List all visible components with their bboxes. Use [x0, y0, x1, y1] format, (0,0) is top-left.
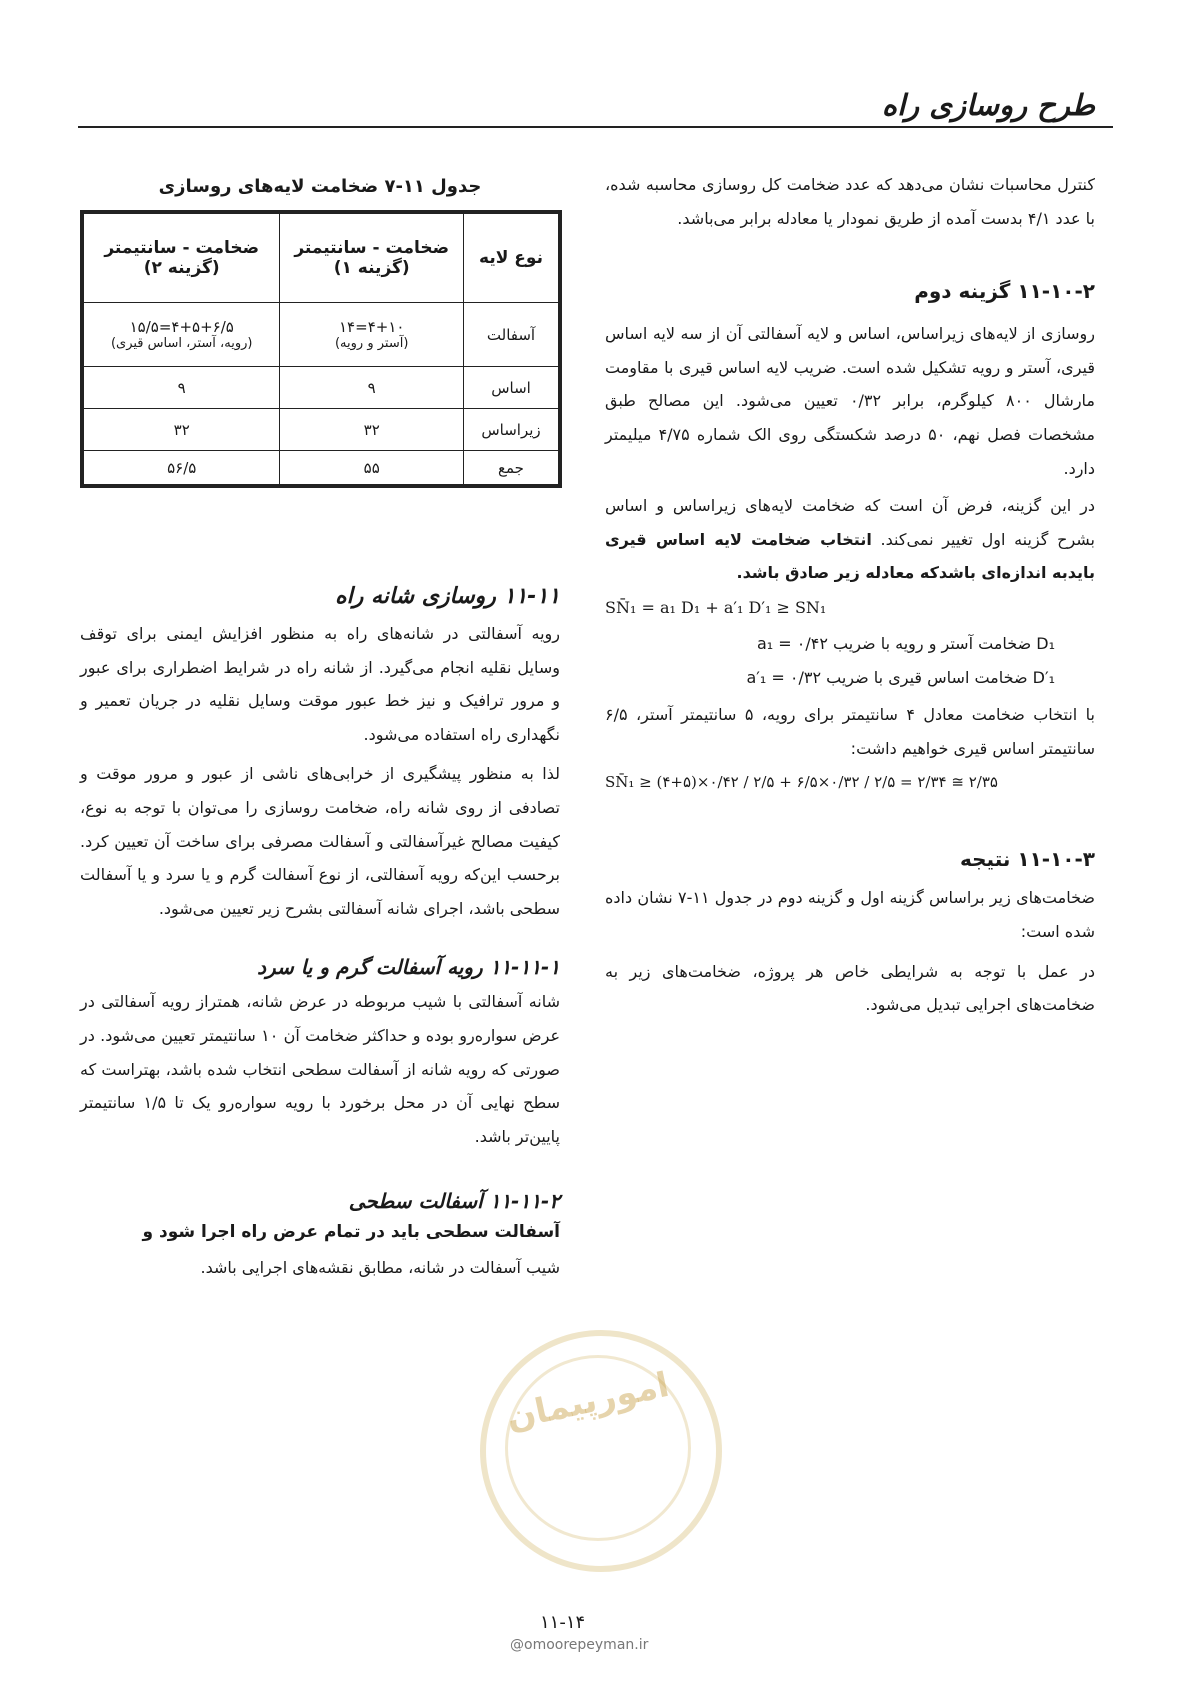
section-11-10-2-title: ۱۱-۱۰-۲ گزینه دوم [914, 279, 1095, 304]
table-header-option-1: ضخامت - سانتیمتر (گزینه ۱) [280, 214, 464, 303]
cell-value: ۴+۵+۶/۵=۱۵/۵ [129, 318, 234, 336]
right-column [605, 168, 1095, 1022]
table-cell-option-2: ۵۶/۵ [84, 451, 280, 485]
table-cell-layer: اساس [464, 367, 559, 409]
section-11-10-2-paragraph-2 [605, 489, 1095, 590]
table-row [84, 451, 559, 485]
layers-table [83, 213, 559, 485]
page-number: ۱۱-۱۴ [540, 1612, 586, 1633]
table-cell-option-2: ۳۲ [84, 409, 280, 451]
table-cell-layer: آسفالت [464, 303, 559, 367]
table-header-row [84, 214, 559, 303]
table-header-option-2: ضخامت - سانتیمتر (گزینه ۲) [84, 214, 280, 303]
definition-d1-prime: D′₁ ضخامت اساس قیری با ضریب a′₁ = ۰/۳۲ [746, 667, 1055, 687]
intro-paragraph: کنترل محاسبات نشان می‌دهد که عدد ضخامت کل روسازی محاسبه شده، با عدد ۴/۱ بدست آمده از طریق نمودار یا معادله برابر می‌باشد. [605, 175, 1095, 228]
section-11-10-2-paragraph-1: روسازی از لایه‌های زیراساس، اساس و لایه آسفالتی آن از سه لایه اساس قیری، آستر و رویه تشکیل شده است. ضریب لایه اساس قیری با مقاومت مارشال ۸۰۰ کیلوگرم، برابر ۰/۳۲ تعیین می‌شود. این مصالح طبق مشخصات فصل نهم، ۵۰ درصد شکستگی روی الک شماره ۴/۷۵ میلیمتر دارد. [605, 324, 1095, 478]
table-cell-option-1: ۹ [280, 367, 464, 409]
table-cell-option-1: ۵۵ [280, 451, 464, 485]
cell-note: (رویه، آستر، اساس قیری) [110, 336, 253, 351]
table-cell-option-1 [280, 303, 464, 367]
section-11-11-title: ۱۱-۱۱ روسازی شانه راه [335, 584, 560, 609]
cell-value: ۴+۱۰=۱۴ [338, 318, 405, 336]
section-11-11-paragraph-1: رویه آسفالتی در شانه‌های راه به منظور افزایش ایمنی برای توقف وسایل نقلیه انجام می‌گیرد. از شانه راه در شرایط اضطراری برای عبور و مرور ترافیک و نیز خط عبور موقت وسایل نقلیه در جریان تعمیر و نگهداری راه استفاده می‌شود. [80, 624, 560, 744]
section-11-11-2-paragraph: شیب آسفالت در شانه، مطابق نقشه‌های اجرایی باشد. [200, 1258, 560, 1277]
table-cell-option-1: ۳۲ [280, 409, 464, 451]
watermark-site: @omoorepeyman.ir [510, 1637, 649, 1653]
table-row [84, 303, 559, 367]
section-11-10-3-paragraph-1: ضخامت‌های زیر براساس گزینه اول و گزینه دوم در جدول ۱۱-۷ نشان داده شده است: [605, 888, 1095, 941]
table-header-layer: نوع لایه [464, 214, 559, 303]
section-11-11-paragraph-2: لذا به منظور پیشگیری از خرابی‌های ناشی از عبور و مرور موقت و تصادفی از روی شانه راه، ضخامت روسازی را می‌توان با توجه به نوع، کیفیت مصالح غیرآسفالتی و آسفالت مصرفی برای ساخت آن تعیین کرد. برحسب این‌که رویه آسفالتی، از نوع آسفالت گرم و یا سرد و یا آسفالت سطحی باشد، اجرای شانه آسفالتی بشرح زیر تعیین می‌شود. [80, 764, 560, 918]
header-rule [78, 126, 1113, 128]
table-cell-layer: جمع [464, 451, 559, 485]
definition-d1: D₁ ضخامت آستر و رویه با ضریب a₁ = ۰/۴۲ [757, 633, 1055, 653]
table-cell-layer: زیراساس [464, 409, 559, 451]
section-11-10-2-paragraph-3: با انتخاب ضخامت معادل ۴ سانتیمتر برای رویه، ۵ سانتیمتر آستر، ۶/۵ سانتیمتر اساس قیری خواهیم داشت: [605, 705, 1095, 758]
cell-note: (آستر و رویه) [334, 336, 409, 351]
table-caption: جدول ۱۱-۷ ضخامت لایه‌های روسازی [158, 176, 482, 197]
paragraph-2-bold-text: انتخاب ضخامت لایه اساس قیری بایدبه اندازه‌ای باشدکه معادله زیر صادق باشد. [605, 529, 1095, 583]
section-11-11-2-title: ۱۱-۱۱-۲ آسفالت سطحی [348, 1189, 560, 1214]
section-11-10-3-title: ۱۱-۱۰-۳ نتیجه [960, 847, 1095, 872]
left-column [80, 584, 560, 1285]
table-row [84, 409, 559, 451]
section-11-11-1-paragraph: شانه آسفالتی با شیب مربوطه در عرض شانه، همتراز رویه آسفالتی در عرض سواره‌رو بوده و حداکثر ضخامت آن ۱۰ سانتیمتر تعیین می‌شود. در صورتی که رویه شانه از آسفالت سطحی انتخاب شده باشد، بهتراست که سطح نهایی آن در محل برخورد با رویه سواره‌رو یک تا ۱/۵ سانتیمتر پایین‌تر باشد. [80, 992, 560, 1146]
table-cell-option-2 [84, 303, 280, 367]
watermark-logo-text: امورپیمان [502, 1364, 673, 1439]
section-11-11-1-title: ۱۱-۱۱-۱ رویه آسفالت گرم و یا سرد [257, 955, 560, 980]
page-header-title: طرح روسازی راه [881, 88, 1095, 122]
layers-table-frame [80, 210, 562, 488]
paragraph-2-text: در این گزینه، فرض آن است که ضخامت لایه‌های زیراساس و اساس بشرح گزینه اول تغییر نمی‌کند. [605, 496, 1095, 549]
section-11-11-2-bold-line: آسفالت سطحی باید در تمام عرض راه اجرا شود و [142, 1222, 560, 1243]
formula-calculation: SN̄₁ ≥ (۴+۵)×۰/۴۲ / ۲/۵ + ۶/۵×۰/۳۲ / ۲/۵ = ۲/۳۴ ≅ ۲/۳۵ [605, 773, 998, 792]
table-cell-option-2: ۹ [84, 367, 280, 409]
table-row [84, 367, 559, 409]
formula-sn1: SN̄₁ = a₁ D₁ + a′₁ D′₁ ≥ SN₁ [605, 597, 827, 617]
section-11-10-3-paragraph-2: در عمل با توجه به شرایطی خاص هر پروژه، ضخامت‌های زیر به ضخامت‌های اجرایی تبدیل می‌شود. [605, 961, 1095, 1015]
